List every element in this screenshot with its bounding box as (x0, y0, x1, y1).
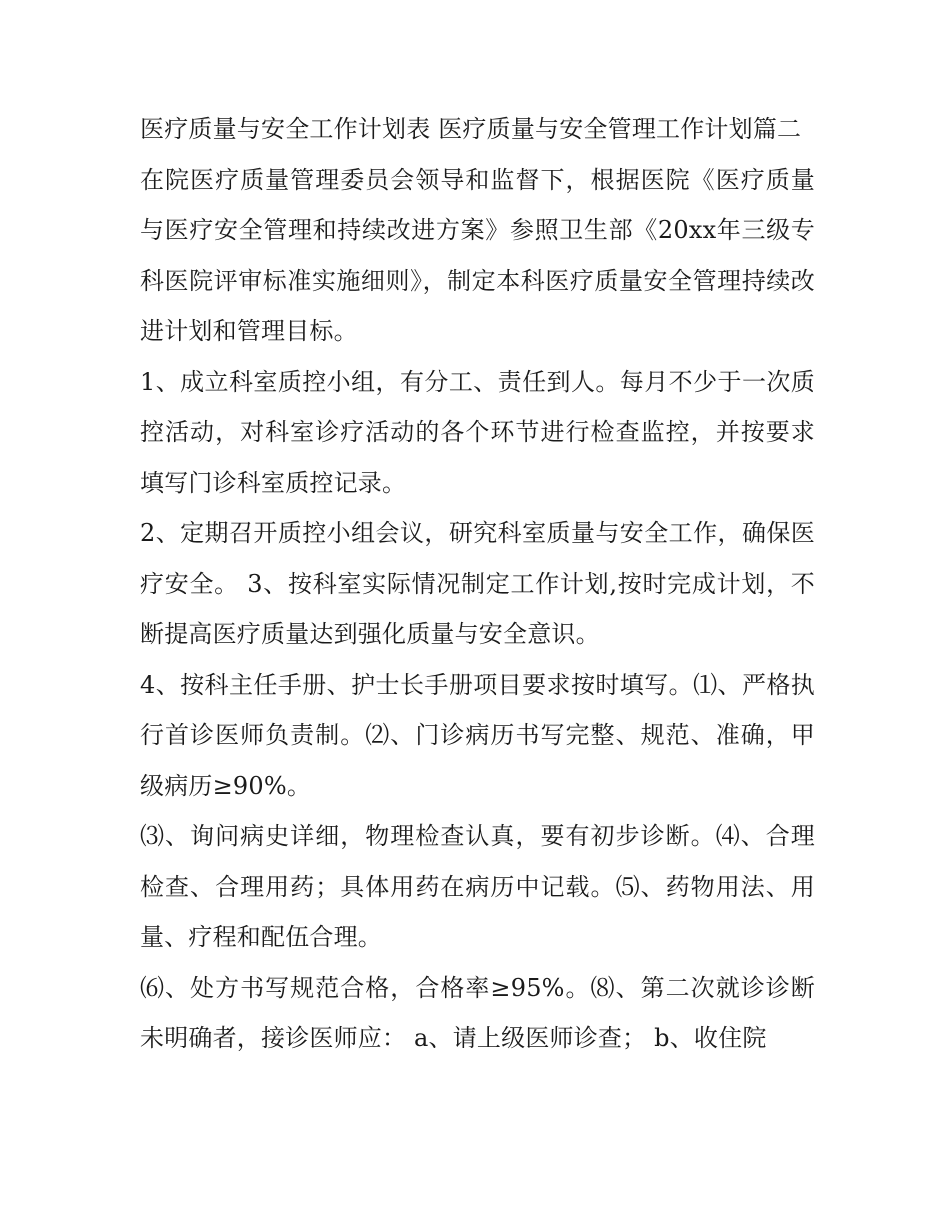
document-body (140, 104, 815, 1064)
item-3-5-paragraph: ⑶、询问病史详细，物理检查认真，要有初步诊断。⑷、合理检查、合理用药；具体用药在病历中记载。⑸、药物用法、用量、疗程和配伍合理。 (140, 822, 815, 951)
item-4-paragraph: 4、按科主任手册、护士长手册项目要求按时填写。⑴、严格执行首诊医师负责制。⑵、门诊病历书写完整、规范、准确，甲级病历≥90%。 (140, 670, 815, 800)
item-2-3-paragraph: 2、定期召开质控小组会议，研究科室质量与安全工作，确保医疗安全。 3、按科室实际情况制定工作计划,按时完成计划，不断提高医疗质量达到强化质量与安全意识。 (140, 519, 815, 648)
item-1-paragraph: 1、成立科室质控小组，有分工、责任到人。每月不少于一次质控活动，对科室诊疗活动的各个环节进行检查监控，并按要求填写门诊科室质控记录。 (140, 367, 815, 497)
document-title: 医疗质量与安全工作计划表 医疗质量与安全管理工作计划篇二 (140, 115, 802, 143)
intro-paragraph: 在院医疗质量管理委员会领导和监督下，根据医院《医疗质量与医疗安全管理和持续改进方案》参照卫生部《20xx年三级专科医院评审标准实施细则》，制定本科医疗质量安全管理持续改进计划和管理目标。 (140, 165, 815, 345)
item-6-8-paragraph: ⑹、处方书写规范合格，合格率≥95%。⑻、第二次就诊诊断未明确者，接诊医师应： a、请上级医师诊查； b、收住院 (140, 973, 815, 1052)
